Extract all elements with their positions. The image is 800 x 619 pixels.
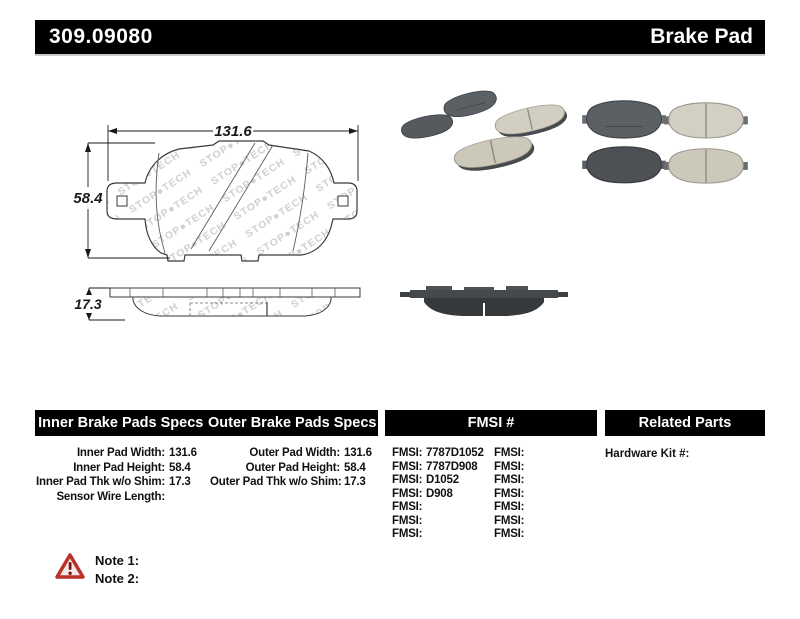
note-label: Note 2: bbox=[95, 570, 140, 586]
fmsi-value: 7787D1052 bbox=[426, 447, 484, 459]
fmsi-label: FMSI: bbox=[392, 528, 423, 540]
fmsi-label: FMSI: bbox=[494, 487, 525, 500]
fmsi-header-bar bbox=[385, 410, 597, 436]
pad-front-outline bbox=[107, 141, 357, 261]
notes-block bbox=[95, 552, 139, 587]
spec-value: 17.3 bbox=[344, 476, 366, 488]
table-row bbox=[35, 446, 203, 461]
fmsi-label: FMSI: bbox=[392, 474, 423, 486]
left-ear-hole bbox=[117, 196, 127, 206]
spec-label: Inner Pad Height: bbox=[73, 461, 165, 474]
fmsi-label: FMSI: bbox=[494, 447, 525, 459]
related-parts-title: Related Parts bbox=[638, 415, 732, 431]
warning-triangle-icon bbox=[55, 552, 85, 580]
page-title: Brake Pad bbox=[650, 25, 753, 48]
fmsi-value: 7787D908 bbox=[426, 460, 478, 473]
fmsi-value bbox=[528, 528, 596, 542]
width-dim-label: 131.6 bbox=[214, 123, 252, 140]
fmsi-label: FMSI: bbox=[392, 514, 423, 527]
table-row bbox=[392, 501, 596, 515]
fmsi-label: FMSI: bbox=[494, 528, 525, 540]
spec-label: Sensor Wire Length: bbox=[56, 490, 165, 503]
fmsi-value: D908 bbox=[426, 487, 453, 500]
note-label: Note 1: bbox=[95, 553, 140, 568]
technical-drawing bbox=[55, 95, 405, 330]
fmsi-value bbox=[528, 461, 596, 475]
spec-value: 58.4 bbox=[344, 461, 366, 474]
pads-specs-header-bar bbox=[35, 410, 378, 436]
outer-specs-title: Outer Brake Pads Specs bbox=[208, 415, 377, 431]
brake-pads-angled-photo bbox=[395, 85, 570, 197]
fmsi-value bbox=[426, 501, 494, 515]
right-ear-hole bbox=[338, 196, 348, 206]
spec-label: Outer Pad Width: bbox=[249, 447, 340, 459]
table-row bbox=[392, 447, 596, 461]
spec-value: 58.4 bbox=[169, 461, 191, 474]
table-row bbox=[392, 488, 596, 502]
fmsi-label: FMSI: bbox=[494, 460, 525, 473]
related-parts-header-bar bbox=[605, 410, 765, 436]
inner-specs-table bbox=[35, 446, 203, 504]
spec-label: Outer Pad Thk w/o Shim: bbox=[210, 476, 342, 488]
fmsi-label: FMSI: bbox=[494, 501, 525, 513]
side-friction-profile bbox=[133, 297, 331, 316]
table-row bbox=[392, 474, 596, 488]
spec-value: 131.6 bbox=[344, 447, 372, 459]
note-line bbox=[95, 570, 139, 588]
part-number: 309.09080 bbox=[49, 25, 153, 48]
fmsi-value bbox=[426, 515, 494, 529]
table-row bbox=[210, 446, 378, 461]
fmsi-label: FMSI: bbox=[392, 460, 423, 473]
table-row bbox=[35, 461, 203, 476]
fmsi-label: FMSI: bbox=[494, 514, 525, 527]
table-row bbox=[210, 475, 378, 490]
table-row bbox=[35, 475, 203, 490]
fmsi-label: FMSI: bbox=[494, 474, 525, 486]
spec-label: Inner Pad Thk w/o Shim: bbox=[36, 476, 165, 488]
title-bar bbox=[35, 20, 765, 54]
fmsi-value bbox=[528, 515, 596, 529]
fmsi-value bbox=[528, 447, 596, 461]
fmsi-label: FMSI: bbox=[392, 447, 423, 459]
brake-pad-edge-photo bbox=[398, 278, 570, 323]
height-dim-label: 58.4 bbox=[73, 190, 103, 207]
fmsi-value: D1052 bbox=[426, 474, 459, 486]
fmsi-value bbox=[426, 528, 494, 542]
spec-value: 131.6 bbox=[169, 447, 197, 459]
spec-label: Inner Pad Width: bbox=[76, 447, 165, 459]
fmsi-value bbox=[528, 488, 596, 502]
spec-value bbox=[169, 490, 203, 505]
outer-specs-table bbox=[210, 446, 378, 490]
spec-label: Outer Pad Height: bbox=[245, 461, 340, 474]
table-row bbox=[35, 490, 203, 505]
table-row bbox=[210, 461, 378, 476]
pad-side-view bbox=[110, 288, 360, 316]
inner-specs-title: Inner Brake Pads Specs bbox=[38, 415, 204, 431]
related-parts-table bbox=[605, 447, 689, 462]
note-line bbox=[95, 552, 139, 570]
hardware-kit-label: Hardware Kit #: bbox=[605, 448, 690, 460]
fmsi-value bbox=[528, 501, 596, 515]
fmsi-title: FMSI # bbox=[467, 415, 515, 431]
table-row bbox=[392, 528, 596, 542]
table-row bbox=[392, 515, 596, 529]
table-row bbox=[392, 461, 596, 475]
fmsi-table bbox=[392, 447, 596, 542]
fmsi-label: FMSI: bbox=[392, 487, 423, 500]
fmsi-label: FMSI: bbox=[392, 501, 423, 513]
thickness-dim-label: 17.3 bbox=[74, 296, 102, 312]
fmsi-value bbox=[528, 474, 596, 488]
spec-value: 17.3 bbox=[169, 476, 191, 488]
table-row bbox=[605, 447, 689, 462]
brake-pads-flat-photo bbox=[578, 95, 753, 190]
